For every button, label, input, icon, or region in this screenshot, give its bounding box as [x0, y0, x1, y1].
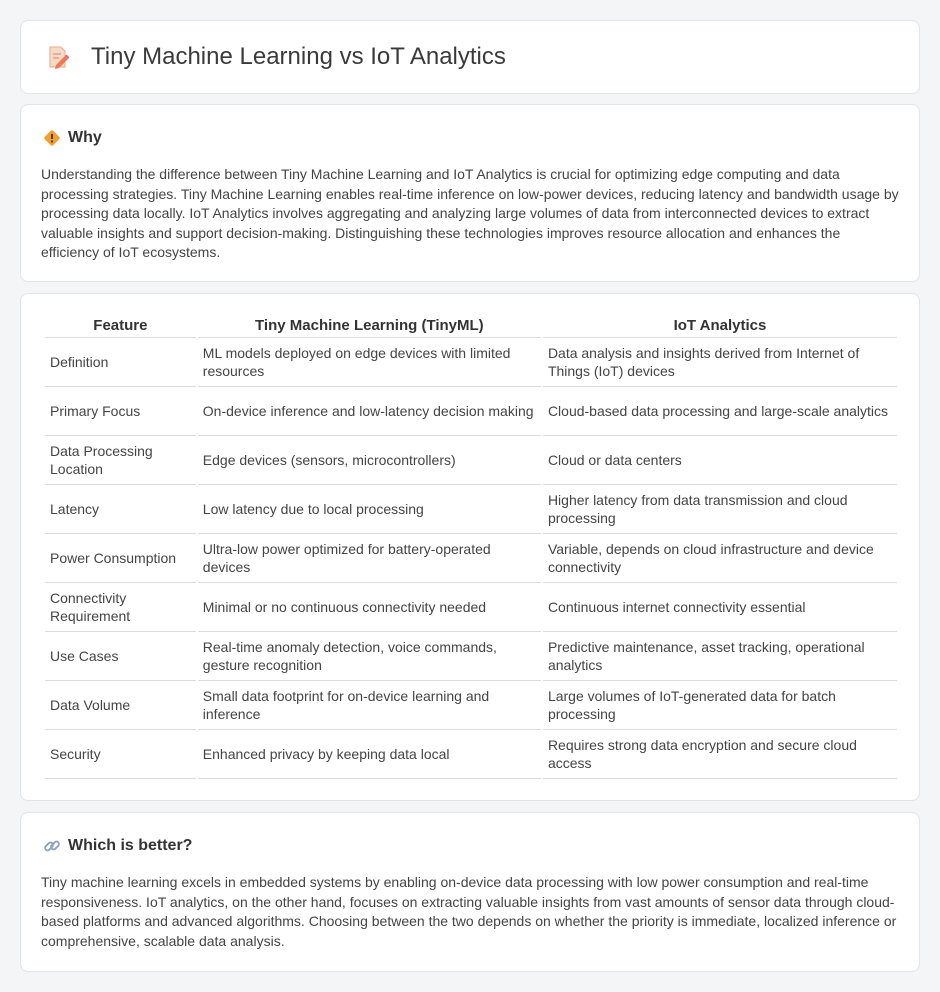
tinyml-cell: Real-time anomaly detection, voice commands, gesture recognition	[198, 632, 541, 681]
iot-cell: Variable, depends on cloud infrastructure and device connectivity	[543, 534, 897, 583]
title-card	[20, 20, 920, 94]
table-row	[45, 730, 897, 779]
header-tinyml: Tiny Machine Learning (TinyML)	[198, 316, 541, 338]
tinyml-cell: Ultra-low power optimized for battery-operated devices	[198, 534, 541, 583]
tinyml-cell: ML models deployed on edge devices with limited resources	[198, 338, 541, 387]
tinyml-cell: Low latency due to local processing	[198, 485, 541, 534]
table-row	[45, 338, 897, 387]
iot-cell: Higher latency from data transmission and cloud processing	[543, 485, 897, 534]
table-row	[45, 436, 897, 485]
iot-cell: Predictive maintenance, asset tracking, operational analytics	[543, 632, 897, 681]
which-is-better-section	[20, 812, 920, 972]
tinyml-cell: Enhanced privacy by keeping data local	[198, 730, 541, 779]
feature-cell: Use Cases	[45, 632, 196, 681]
table-row	[45, 387, 897, 436]
iot-cell: Continuous internet connectivity essential	[543, 583, 897, 632]
iot-cell: Data analysis and insights derived from Internet of Things (IoT) devices	[543, 338, 897, 387]
page-title: Tiny Machine Learning vs IoT Analytics	[91, 43, 506, 70]
feature-cell: Data Processing Location	[45, 436, 196, 485]
why-text: Understanding the difference between Tiny Machine Learning and IoT Analytics is crucial for optimizing edge computing and data processing strategies. Tiny Machine Learning enables real-time inference on low-power devices, reducing latency and bandwidth usage by processing data locally. IoT Analytics involves aggregating and analyzing large volumes of data from interconnected devices to extract valuable insights and support decision-making. Distinguishing these technologies improves resource allocation and enhances the efficiency of IoT ecosystems.	[41, 166, 899, 261]
feature-cell: Data Volume	[45, 681, 196, 730]
feature-cell: Latency	[45, 485, 196, 534]
why-title: Why	[68, 129, 102, 146]
header-iot-analytics: IoT Analytics	[543, 316, 897, 338]
comparison-table	[43, 316, 899, 779]
tinyml-cell: Minimal or no continuous connectivity needed	[198, 583, 541, 632]
iot-cell: Requires strong data encryption and secure cloud access	[543, 730, 897, 779]
table-row	[45, 485, 897, 534]
better-text: Tiny machine learning excels in embedded systems by enabling on-device data processing with low power consumption and real-time responsiveness. IoT analytics, on the other hand, focuses on extracting valuable insights from vast amounts of sensor data through cloud-based platforms and advanced algorithms. Choosing between the two depends on whether the priority is immediate, localized inference or comprehensive, scalable data analysis.	[41, 874, 897, 949]
header-feature: Feature	[45, 316, 196, 338]
table-row	[45, 632, 897, 681]
iot-cell: Large volumes of IoT-generated data for batch processing	[543, 681, 897, 730]
document-pencil-icon	[47, 45, 69, 69]
feature-cell: Connectivity Requirement	[45, 583, 196, 632]
feature-cell: Primary Focus	[45, 387, 196, 436]
table-row	[45, 583, 897, 632]
table-row	[45, 681, 897, 730]
link-icon	[43, 837, 61, 855]
tinyml-cell: Edge devices (sensors, microcontrollers)	[198, 436, 541, 485]
table-header-row	[45, 316, 897, 338]
feature-cell: Power Consumption	[45, 534, 196, 583]
feature-cell: Definition	[45, 338, 196, 387]
diamond-sign-icon	[43, 129, 61, 147]
better-title: Which is better?	[68, 837, 193, 854]
iot-cell: Cloud-based data processing and large-scale analytics	[543, 387, 897, 436]
table-row	[45, 534, 897, 583]
why-section	[20, 104, 920, 282]
iot-cell: Cloud or data centers	[543, 436, 897, 485]
feature-cell: Security	[45, 730, 196, 779]
tinyml-cell: On-device inference and low-latency decision making	[198, 387, 541, 436]
comparison-table-card	[20, 293, 920, 801]
tinyml-cell: Small data footprint for on-device learning and inference	[198, 681, 541, 730]
